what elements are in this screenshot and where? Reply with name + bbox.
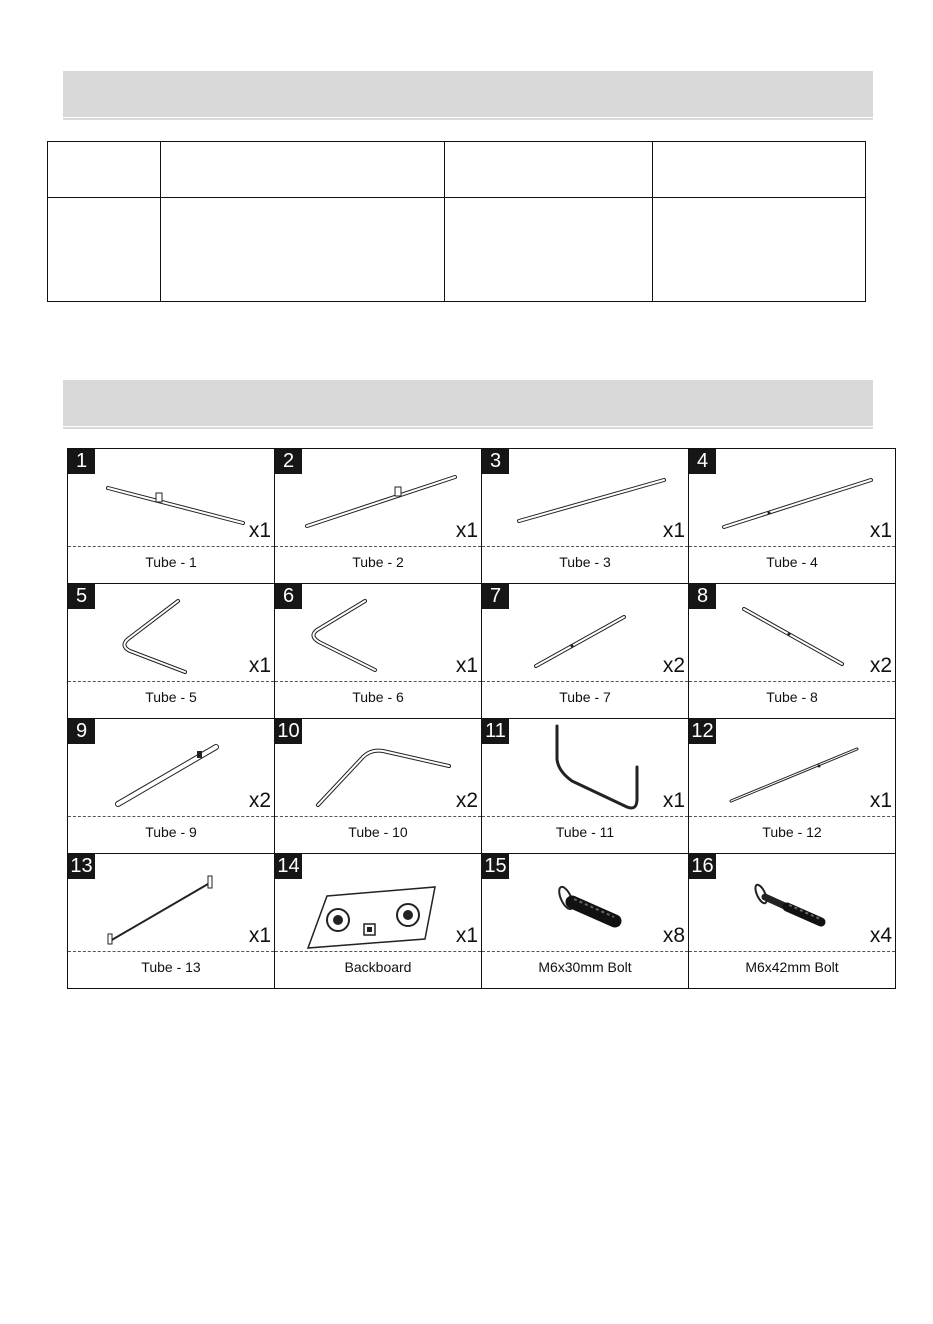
part-label: Backboard	[344, 959, 412, 975]
section-header-bar	[63, 71, 873, 117]
part-label: Tube - 10	[348, 824, 408, 840]
part-number: 12	[689, 719, 716, 744]
bent-tube-icon	[482, 719, 689, 816]
tube-icon	[689, 719, 896, 816]
part-quantity: x1	[455, 924, 478, 947]
part-number: 6	[275, 584, 302, 609]
tube-icon	[689, 449, 896, 546]
part-label: Tube - 6	[352, 689, 404, 705]
part-number: 7	[482, 584, 509, 609]
section-divider	[63, 118, 873, 120]
dashed-divider	[689, 681, 895, 682]
part-cell	[689, 854, 896, 989]
bolt-icon	[482, 854, 689, 951]
part-label: Tube - 1	[145, 554, 197, 570]
part-quantity: x1	[455, 654, 478, 677]
dashed-divider	[275, 816, 481, 817]
tube-icon	[68, 854, 275, 951]
part-label: Tube - 8	[766, 689, 818, 705]
bent-tube-icon	[275, 719, 482, 816]
tube-icon	[68, 719, 275, 816]
part-label: Tube - 12	[762, 824, 822, 840]
part-cell	[689, 584, 896, 719]
part-label: Tube - 13	[141, 959, 201, 975]
part-cell	[68, 584, 275, 719]
part-quantity: x1	[248, 654, 271, 677]
table-row	[48, 142, 866, 198]
tube-icon	[689, 584, 896, 681]
part-number: 15	[482, 854, 509, 879]
part-label: Tube - 5	[145, 689, 197, 705]
part-quantity: x2	[248, 789, 271, 812]
part-label: Tube - 11	[555, 824, 615, 840]
info-table	[47, 141, 866, 302]
backboard-icon	[275, 854, 482, 951]
part-quantity: x1	[248, 519, 271, 542]
part-quantity: x8	[662, 924, 685, 947]
part-cell	[482, 584, 689, 719]
part-cell	[275, 854, 482, 989]
part-cell	[482, 719, 689, 854]
part-number: 3	[482, 449, 509, 474]
part-quantity: x1	[869, 519, 892, 542]
table-cell	[161, 142, 445, 198]
section-divider	[63, 427, 873, 429]
part-number: 5	[68, 584, 95, 609]
part-number: 1	[68, 449, 95, 474]
bent-tube-icon	[275, 584, 482, 681]
part-quantity: x2	[455, 789, 478, 812]
part-number: 9	[68, 719, 95, 744]
dashed-divider	[482, 816, 688, 817]
part-label: Tube - 9	[145, 824, 197, 840]
part-number: 2	[275, 449, 302, 474]
part-quantity: x1	[455, 519, 478, 542]
part-quantity: x1	[869, 789, 892, 812]
dashed-divider	[689, 816, 895, 817]
part-label: M6x30mm Bolt	[538, 959, 632, 975]
part-number: 8	[689, 584, 716, 609]
tube-icon	[275, 449, 482, 546]
part-label: M6x42mm Bolt	[745, 959, 839, 975]
dashed-divider	[689, 951, 895, 952]
dashed-divider	[482, 951, 688, 952]
part-cell	[689, 719, 896, 854]
tube-icon	[482, 584, 689, 681]
dashed-divider	[482, 681, 688, 682]
part-quantity: x2	[869, 654, 892, 677]
table-cell	[653, 198, 866, 302]
part-number: 11	[482, 719, 509, 744]
part-number: 14	[275, 854, 302, 879]
part-number: 10	[275, 719, 302, 744]
part-quantity: x1	[662, 519, 685, 542]
dashed-divider	[689, 546, 895, 547]
part-cell	[689, 449, 896, 584]
dashed-divider	[68, 816, 274, 817]
part-label: Tube - 7	[559, 689, 611, 705]
part-quantity: x2	[662, 654, 685, 677]
part-cell	[275, 449, 482, 584]
table-row	[48, 198, 866, 302]
parts-grid	[67, 448, 896, 989]
part-number: 16	[689, 854, 716, 879]
part-number: 13	[68, 854, 95, 879]
dashed-divider	[275, 681, 481, 682]
dashed-divider	[68, 681, 274, 682]
part-quantity: x1	[248, 924, 271, 947]
part-label: Tube - 2	[352, 554, 404, 570]
part-cell	[68, 854, 275, 989]
part-cell	[275, 584, 482, 719]
tube-icon	[482, 449, 689, 546]
tube-icon	[68, 449, 275, 546]
table-cell	[48, 142, 161, 198]
table-cell	[48, 198, 161, 302]
table-cell	[445, 142, 653, 198]
part-cell	[482, 449, 689, 584]
table-cell	[445, 198, 653, 302]
table-cell	[653, 142, 866, 198]
part-quantity: x4	[869, 924, 892, 947]
dashed-divider	[275, 951, 481, 952]
table-cell	[161, 198, 445, 302]
part-cell	[68, 719, 275, 854]
part-cell	[68, 449, 275, 584]
section-header-bar	[63, 380, 873, 426]
part-number: 4	[689, 449, 716, 474]
part-cell	[482, 854, 689, 989]
part-cell	[275, 719, 482, 854]
dashed-divider	[68, 951, 274, 952]
dashed-divider	[482, 546, 688, 547]
dashed-divider	[68, 546, 274, 547]
part-quantity: x1	[662, 789, 685, 812]
dashed-divider	[275, 546, 481, 547]
bolt-icon	[689, 854, 896, 951]
bent-tube-icon	[68, 584, 275, 681]
part-label: Tube - 3	[559, 554, 611, 570]
part-label: Tube - 4	[766, 554, 818, 570]
